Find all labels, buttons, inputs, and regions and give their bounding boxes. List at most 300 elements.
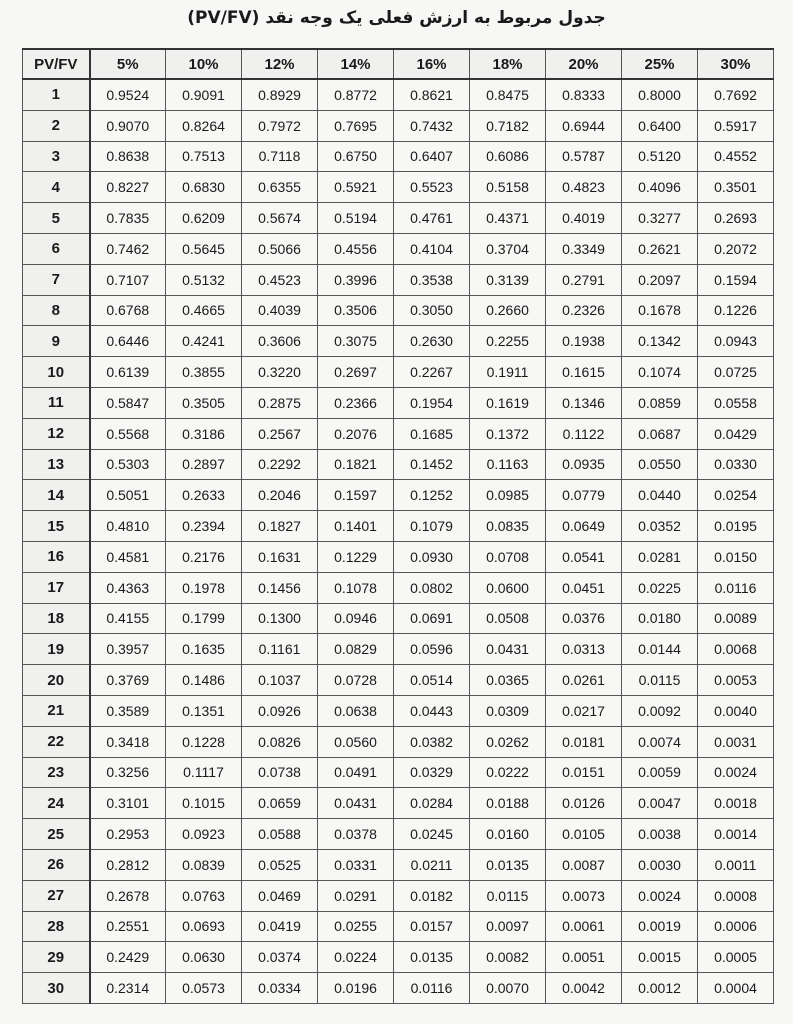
pv-factor-cell: 0.0309 [470, 695, 546, 726]
table-row [23, 911, 774, 942]
period-label: 9 [23, 326, 90, 357]
pv-factor-cell: 0.7118 [242, 141, 318, 172]
pv-factor-cell: 0.0365 [470, 665, 546, 696]
pv-factor-cell: 0.6750 [318, 141, 394, 172]
pv-factor-cell: 0.3855 [166, 357, 242, 388]
pv-factor-cell: 0.0157 [394, 911, 470, 942]
table-row [23, 572, 774, 603]
pv-factor-cell: 0.6400 [622, 110, 698, 141]
pv-factor-cell: 0.0573 [166, 973, 242, 1004]
table-row [23, 110, 774, 141]
table-row [23, 880, 774, 911]
table-row [23, 942, 774, 973]
pv-factor-cell: 0.1821 [318, 449, 394, 480]
pv-factor-cell: 0.4363 [90, 572, 166, 603]
pv-factor-cell: 0.0600 [470, 572, 546, 603]
pv-factor-cell: 0.0725 [698, 357, 774, 388]
pv-factor-cell: 0.1594 [698, 264, 774, 295]
pv-factor-cell: 0.8475 [470, 79, 546, 110]
pv-factor-cell: 0.0019 [622, 911, 698, 942]
pv-factor-cell: 0.2660 [470, 295, 546, 326]
pv-factor-cell: 0.6355 [242, 172, 318, 203]
pv-factor-cell: 0.7182 [470, 110, 546, 141]
pv-factor-cell: 0.1037 [242, 665, 318, 696]
pv-factor-cell: 0.2072 [698, 233, 774, 264]
pv-factor-cell: 0.3704 [470, 233, 546, 264]
pv-factor-cell: 0.0061 [546, 911, 622, 942]
pv-factor-cell: 0.0374 [242, 942, 318, 973]
pv-factor-cell: 0.5194 [318, 203, 394, 234]
pv-factor-cell: 0.2046 [242, 480, 318, 511]
pv-factor-cell: 0.0525 [242, 849, 318, 880]
table-row [23, 665, 774, 696]
pv-factor-cell: 0.1685 [394, 418, 470, 449]
table-row [23, 973, 774, 1004]
pv-factor-cell: 0.1452 [394, 449, 470, 480]
pv-factor-cell: 0.0059 [622, 757, 698, 788]
pv-factor-cell: 0.0558 [698, 387, 774, 418]
pv-factor-cell: 0.1486 [166, 665, 242, 696]
period-label: 22 [23, 726, 90, 757]
pv-factor-cell: 0.0024 [622, 880, 698, 911]
pv-factor-cell: 0.1163 [470, 449, 546, 480]
period-label: 14 [23, 480, 90, 511]
pv-factor-cell: 0.0693 [166, 911, 242, 942]
pv-factor-cell: 0.0329 [394, 757, 470, 788]
pv-factor-cell: 0.0217 [546, 695, 622, 726]
pv-factor-cell: 0.0443 [394, 695, 470, 726]
pv-factor-cell: 0.0262 [470, 726, 546, 757]
pv-factor-cell: 0.6139 [90, 357, 166, 388]
table-body [23, 79, 774, 1003]
period-label: 18 [23, 603, 90, 634]
pv-factor-cell: 0.3538 [394, 264, 470, 295]
pv-factor-cell: 0.2621 [622, 233, 698, 264]
period-label: 20 [23, 665, 90, 696]
pv-factor-cell: 0.0222 [470, 757, 546, 788]
pv-factor-cell: 0.6086 [470, 141, 546, 172]
pv-factor-cell: 0.0708 [470, 541, 546, 572]
period-label: 19 [23, 634, 90, 665]
pv-factor-cell: 0.0649 [546, 511, 622, 542]
pv-factor-cell: 0.6209 [166, 203, 242, 234]
pv-factor-cell: 0.6830 [166, 172, 242, 203]
pv-factor-cell: 0.0160 [470, 819, 546, 850]
pv-factor-cell: 0.0946 [318, 603, 394, 634]
pv-factor-cell: 0.0068 [698, 634, 774, 665]
period-label: 25 [23, 819, 90, 850]
pv-factor-cell: 0.0225 [622, 572, 698, 603]
period-label: 10 [23, 357, 90, 388]
pv-factor-cell: 0.0135 [394, 942, 470, 973]
pv-factor-cell: 0.4761 [394, 203, 470, 234]
period-label: 16 [23, 541, 90, 572]
period-label: 13 [23, 449, 90, 480]
pv-factor-cell: 0.3418 [90, 726, 166, 757]
pv-factor-cell: 0.0024 [698, 757, 774, 788]
pv-factor-cell: 0.1342 [622, 326, 698, 357]
pv-factor-cell: 0.9091 [166, 79, 242, 110]
pv-factor-cell: 0.3277 [622, 203, 698, 234]
pv-factor-cell: 0.0763 [166, 880, 242, 911]
pv-factor-cell: 0.0116 [698, 572, 774, 603]
pv-factor-cell: 0.0738 [242, 757, 318, 788]
pv-factor-cell: 0.1954 [394, 387, 470, 418]
pv-factor-cell: 0.4556 [318, 233, 394, 264]
pv-factor-cell: 0.0659 [242, 788, 318, 819]
pv-factor-cell: 0.0005 [698, 942, 774, 973]
pv-factor-cell: 0.2255 [470, 326, 546, 357]
pv-factor-cell: 0.0541 [546, 541, 622, 572]
pv-factor-cell: 0.5051 [90, 480, 166, 511]
pv-factor-cell: 0.1226 [698, 295, 774, 326]
pv-factor-cell: 0.3050 [394, 295, 470, 326]
pv-factor-cell: 0.6944 [546, 110, 622, 141]
pv-factor-cell: 0.3256 [90, 757, 166, 788]
pv-factor-cell: 0.0105 [546, 819, 622, 850]
pv-factor-cell: 0.5523 [394, 172, 470, 203]
pv-factor-cell: 0.1978 [166, 572, 242, 603]
pv-factor-cell: 0.0087 [546, 849, 622, 880]
pv-factor-cell: 0.0245 [394, 819, 470, 850]
pv-factor-cell: 0.0144 [622, 634, 698, 665]
pv-factor-cell: 0.9524 [90, 79, 166, 110]
table-row [23, 695, 774, 726]
pv-factor-cell: 0.4665 [166, 295, 242, 326]
period-label: 23 [23, 757, 90, 788]
pv-factor-cell: 0.0835 [470, 511, 546, 542]
pv-factor-cell: 0.0291 [318, 880, 394, 911]
period-label: 4 [23, 172, 90, 203]
pv-factor-cell: 0.0839 [166, 849, 242, 880]
pv-factor-cell: 0.1229 [318, 541, 394, 572]
table-row [23, 541, 774, 572]
pv-factor-cell: 0.1799 [166, 603, 242, 634]
pv-factor-cell: 0.2076 [318, 418, 394, 449]
pv-factor-cell: 0.3606 [242, 326, 318, 357]
pv-factor-cell: 0.8227 [90, 172, 166, 203]
pv-factor-cell: 0.1827 [242, 511, 318, 542]
pv-factor-cell: 0.3349 [546, 233, 622, 264]
pv-factor-cell: 0.5645 [166, 233, 242, 264]
pv-factor-cell: 0.2567 [242, 418, 318, 449]
table-row [23, 79, 774, 110]
pv-factor-cell: 0.1346 [546, 387, 622, 418]
present-value-table [22, 48, 774, 1004]
table-row [23, 788, 774, 819]
pv-factor-cell: 0.3589 [90, 695, 166, 726]
pv-factor-cell: 0.1351 [166, 695, 242, 726]
corner-header: PV/FV [23, 49, 90, 79]
pv-factor-cell: 0.0281 [622, 541, 698, 572]
pv-factor-cell: 0.0004 [698, 973, 774, 1004]
pv-factor-cell: 0.3139 [470, 264, 546, 295]
pv-factor-cell: 0.4371 [470, 203, 546, 234]
pv-factor-cell: 0.1117 [166, 757, 242, 788]
pv-factor-cell: 0.0331 [318, 849, 394, 880]
pv-factor-cell: 0.4810 [90, 511, 166, 542]
table-row [23, 634, 774, 665]
pv-factor-cell: 0.0115 [470, 880, 546, 911]
pv-factor-cell: 0.1372 [470, 418, 546, 449]
pv-factor-cell: 0.0334 [242, 973, 318, 1004]
pv-factor-cell: 0.2429 [90, 942, 166, 973]
period-label: 12 [23, 418, 90, 449]
pv-factor-cell: 0.8638 [90, 141, 166, 172]
pv-factor-cell: 0.7462 [90, 233, 166, 264]
pv-factor-cell: 0.0935 [546, 449, 622, 480]
pv-factor-cell: 0.2693 [698, 203, 774, 234]
pv-factor-cell: 0.3186 [166, 418, 242, 449]
pv-factor-cell: 0.2551 [90, 911, 166, 942]
pv-factor-cell: 0.3505 [166, 387, 242, 418]
pv-factor-cell: 0.4581 [90, 541, 166, 572]
pv-factor-cell: 0.5568 [90, 418, 166, 449]
pv-factor-cell: 0.0211 [394, 849, 470, 880]
pv-factor-cell: 0.1079 [394, 511, 470, 542]
page-title: جدول مربوط به ارزش فعلی یک وجه نقد (PV/FV) [187, 8, 606, 28]
pv-factor-cell: 0.3220 [242, 357, 318, 388]
table-row [23, 172, 774, 203]
table-row [23, 449, 774, 480]
pv-factor-cell: 0.2812 [90, 849, 166, 880]
table-row [23, 849, 774, 880]
pv-factor-cell: 0.0097 [470, 911, 546, 942]
pv-factor-cell: 0.0182 [394, 880, 470, 911]
pv-factor-cell: 0.0012 [622, 973, 698, 1004]
period-label: 8 [23, 295, 90, 326]
pv-factor-cell: 0.1074 [622, 357, 698, 388]
pv-factor-cell: 0.0431 [470, 634, 546, 665]
rate-header: 14% [318, 49, 394, 79]
pv-factor-cell: 0.1938 [546, 326, 622, 357]
period-label: 29 [23, 942, 90, 973]
pv-factor-cell: 0.0040 [698, 695, 774, 726]
pv-factor-cell: 0.2630 [394, 326, 470, 357]
pv-factor-cell: 0.0135 [470, 849, 546, 880]
pv-factor-cell: 0.4019 [546, 203, 622, 234]
pv-factor-cell: 0.6446 [90, 326, 166, 357]
pv-factor-cell: 0.1615 [546, 357, 622, 388]
pv-factor-cell: 0.0943 [698, 326, 774, 357]
pv-factor-cell: 0.0051 [546, 942, 622, 973]
pv-factor-cell: 0.4039 [242, 295, 318, 326]
pv-factor-cell: 0.0687 [622, 418, 698, 449]
pv-factor-cell: 0.8621 [394, 79, 470, 110]
period-label: 15 [23, 511, 90, 542]
pv-factor-cell: 0.3506 [318, 295, 394, 326]
period-label: 21 [23, 695, 90, 726]
pv-factor-cell: 0.5066 [242, 233, 318, 264]
period-label: 24 [23, 788, 90, 819]
pv-factor-cell: 0.4155 [90, 603, 166, 634]
pv-factor-cell: 0.0560 [318, 726, 394, 757]
pv-factor-cell: 0.3501 [698, 172, 774, 203]
pv-factor-cell: 0.2314 [90, 973, 166, 1004]
table-row [23, 726, 774, 757]
pv-factor-cell: 0.2267 [394, 357, 470, 388]
pv-factor-cell: 0.9070 [90, 110, 166, 141]
pv-factor-cell: 0.6768 [90, 295, 166, 326]
pv-factor-cell: 0.2897 [166, 449, 242, 480]
pv-factor-cell: 0.0074 [622, 726, 698, 757]
pv-factor-cell: 0.0638 [318, 695, 394, 726]
pv-factor-cell: 0.0802 [394, 572, 470, 603]
table-row [23, 326, 774, 357]
period-label: 30 [23, 973, 90, 1004]
pv-factor-cell: 0.1122 [546, 418, 622, 449]
pv-factor-cell: 0.0196 [318, 973, 394, 1004]
pv-factor-cell: 0.3075 [318, 326, 394, 357]
pv-factor-cell: 0.0985 [470, 480, 546, 511]
pv-factor-cell: 0.1635 [166, 634, 242, 665]
pv-factor-cell: 0.0514 [394, 665, 470, 696]
pv-factor-cell: 0.0092 [622, 695, 698, 726]
pv-factor-cell: 0.0008 [698, 880, 774, 911]
period-label: 27 [23, 880, 90, 911]
pv-factor-cell: 0.0859 [622, 387, 698, 418]
pv-factor-cell: 0.0829 [318, 634, 394, 665]
header-row [23, 49, 774, 79]
period-label: 17 [23, 572, 90, 603]
pv-factor-cell: 0.3101 [90, 788, 166, 819]
pv-factor-cell: 0.1597 [318, 480, 394, 511]
period-label: 11 [23, 387, 90, 418]
pv-factor-cell: 0.0330 [698, 449, 774, 480]
pv-factor-cell: 0.0116 [394, 973, 470, 1004]
pv-factor-cell: 0.2326 [546, 295, 622, 326]
pv-factor-cell: 0.5158 [470, 172, 546, 203]
pv-factor-cell: 0.0630 [166, 942, 242, 973]
pv-factor-cell: 0.2097 [622, 264, 698, 295]
pv-factor-cell: 0.1911 [470, 357, 546, 388]
pv-factor-cell: 0.1015 [166, 788, 242, 819]
pv-factor-cell: 0.5917 [698, 110, 774, 141]
pv-factor-cell: 0.0491 [318, 757, 394, 788]
pv-factor-cell: 0.0254 [698, 480, 774, 511]
pv-factor-cell: 0.1228 [166, 726, 242, 757]
pv-factor-cell: 0.4241 [166, 326, 242, 357]
pv-factor-cell: 0.0728 [318, 665, 394, 696]
pv-factor-cell: 0.0926 [242, 695, 318, 726]
pv-factor-cell: 0.1456 [242, 572, 318, 603]
pv-factor-cell: 0.0376 [546, 603, 622, 634]
period-label: 2 [23, 110, 90, 141]
pv-factor-cell: 0.0180 [622, 603, 698, 634]
pv-factor-cell: 0.7692 [698, 79, 774, 110]
pv-factor-cell: 0.0352 [622, 511, 698, 542]
pv-factor-cell: 0.5847 [90, 387, 166, 418]
pv-factor-cell: 0.2678 [90, 880, 166, 911]
pv-factor-cell: 0.5120 [622, 141, 698, 172]
pv-factor-cell: 0.0188 [470, 788, 546, 819]
pv-factor-cell: 0.0508 [470, 603, 546, 634]
pv-factor-cell: 0.1161 [242, 634, 318, 665]
pv-factor-cell: 0.2292 [242, 449, 318, 480]
pv-factor-cell: 0.0469 [242, 880, 318, 911]
table-row [23, 141, 774, 172]
table-row [23, 480, 774, 511]
pv-factor-cell: 0.8000 [622, 79, 698, 110]
pv-factor-cell: 0.0691 [394, 603, 470, 634]
table-row [23, 387, 774, 418]
pv-factor-cell: 0.0150 [698, 541, 774, 572]
table-row [23, 511, 774, 542]
pv-factor-cell: 0.0014 [698, 819, 774, 850]
pv-factor-cell: 0.7972 [242, 110, 318, 141]
pv-factor-cell: 0.0224 [318, 942, 394, 973]
pv-factor-cell: 0.2875 [242, 387, 318, 418]
pv-factor-cell: 0.5921 [318, 172, 394, 203]
pv-factor-cell: 0.1300 [242, 603, 318, 634]
pv-factor-cell: 0.8772 [318, 79, 394, 110]
period-label: 3 [23, 141, 90, 172]
pv-factor-cell: 0.0115 [622, 665, 698, 696]
table-row [23, 418, 774, 449]
table-row [23, 233, 774, 264]
pv-factor-cell: 0.1401 [318, 511, 394, 542]
pv-factor-cell: 0.6407 [394, 141, 470, 172]
pv-factor-cell: 0.0261 [546, 665, 622, 696]
pv-factor-cell: 0.0053 [698, 665, 774, 696]
pv-factor-cell: 0.0089 [698, 603, 774, 634]
pv-factor-cell: 0.4552 [698, 141, 774, 172]
pv-factor-cell: 0.3996 [318, 264, 394, 295]
period-label: 7 [23, 264, 90, 295]
pv-factor-cell: 0.0011 [698, 849, 774, 880]
pv-factor-cell: 0.0382 [394, 726, 470, 757]
pv-factor-cell: 0.0181 [546, 726, 622, 757]
pv-factor-cell: 0.0550 [622, 449, 698, 480]
pv-factor-cell: 0.4096 [622, 172, 698, 203]
pv-factor-cell: 0.7835 [90, 203, 166, 234]
pv-factor-cell: 0.2791 [546, 264, 622, 295]
pv-factor-cell: 0.0378 [318, 819, 394, 850]
pv-factor-cell: 0.2366 [318, 387, 394, 418]
pv-factor-cell: 0.4523 [242, 264, 318, 295]
period-label: 28 [23, 911, 90, 942]
pv-factor-cell: 0.2633 [166, 480, 242, 511]
rate-header: 5% [90, 49, 166, 79]
pv-factor-cell: 0.4104 [394, 233, 470, 264]
pv-factor-cell: 0.0431 [318, 788, 394, 819]
table-row [23, 819, 774, 850]
pv-factor-cell: 0.0588 [242, 819, 318, 850]
pv-factor-cell: 0.0779 [546, 480, 622, 511]
pv-factor-cell: 0.1631 [242, 541, 318, 572]
pv-factor-cell: 0.0195 [698, 511, 774, 542]
pv-factor-cell: 0.0429 [698, 418, 774, 449]
pv-factor-cell: 0.0255 [318, 911, 394, 942]
table-row [23, 203, 774, 234]
pv-factor-cell: 0.0031 [698, 726, 774, 757]
rate-header: 20% [546, 49, 622, 79]
pv-factor-cell: 0.8333 [546, 79, 622, 110]
pv-factor-cell: 0.0596 [394, 634, 470, 665]
rate-header: 10% [166, 49, 242, 79]
pv-factor-cell: 0.8264 [166, 110, 242, 141]
pv-factor-cell: 0.0038 [622, 819, 698, 850]
pv-factor-cell: 0.7695 [318, 110, 394, 141]
pv-factor-cell: 0.0923 [166, 819, 242, 850]
pv-factor-cell: 0.7432 [394, 110, 470, 141]
pv-factor-cell: 0.1678 [622, 295, 698, 326]
rate-header: 12% [242, 49, 318, 79]
pv-factor-cell: 0.0284 [394, 788, 470, 819]
pv-factor-cell: 0.0151 [546, 757, 622, 788]
pv-factor-cell: 0.4823 [546, 172, 622, 203]
period-label: 1 [23, 79, 90, 110]
